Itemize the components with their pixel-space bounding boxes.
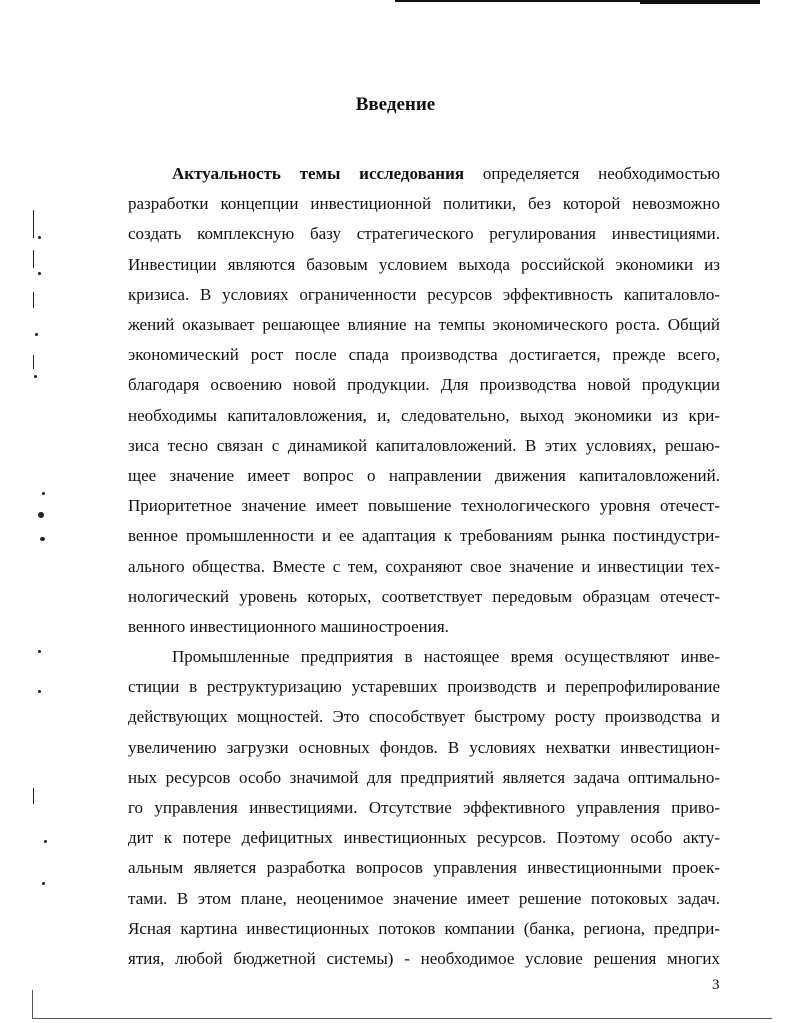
margin-artifact [38,690,41,693]
paragraph-line: ятия, любой бюджетной системы) - необходимое условие решения многих [128,949,720,969]
top-scan-rule-thick [640,0,760,4]
paragraph-line: создать комплексную базу стратегического регулирования инвестициями. [128,224,720,244]
paragraph-line: действующих мощностей. Это способствует быстрому росту производства и [128,707,720,727]
margin-artifact [33,355,34,369]
margin-artifact [38,512,44,518]
line-text: определяется необходимостью [464,164,721,183]
section-heading: Введение [355,94,436,115]
paragraph-line: разработки концепции инвестиционной политики, без которой невозможно [128,194,720,214]
paragraph-line: жений оказывает решающее влияние на темпы экономического роста. Общий [128,315,720,335]
paragraph-line: щее значение имеет вопрос о направлении движения капиталовложений. [128,466,720,486]
bottom-scan-rule [32,1018,772,1019]
paragraph-line: венное промышленности и ее адаптация к требованиям рынка постиндустри- [128,526,720,546]
paragraph-line: нологический уровень которых, соответствует передовым образцам отечест- [128,586,720,606]
paragraph-line: го управления инвестициями. Отсутствие эффективного управления приво- [128,798,720,818]
paragraph-line: увеличению загрузки основных фондов. В условиях нехватки инвестицион- [128,737,720,757]
paragraph-line: кризиса. В условиях ограниченности ресурсов эффективность капиталовло- [128,284,720,304]
margin-artifact [33,210,34,238]
paragraph-line: экономический рост после спада производства достигается, прежде всего, [128,345,720,365]
margin-artifact [32,990,33,1018]
margin-artifact [38,650,41,653]
paragraph-line: тами. В этом плане, неоценимое значение имеет решение потоковых задач. [128,888,720,908]
paragraph-line: стиции в реструктуризацию устаревших производств и перепрофилирование [128,677,720,697]
paragraph-line: Ясная картина инвестиционных потоков компании (банка, региона, предпри- [128,918,720,938]
paragraph-line: Инвестиции являются базовым условием выхода российской экономики из [128,254,720,274]
paragraph-line: ных ресурсов особо значимой для предприятий является задача оптимально- [128,767,720,787]
paragraph-relevance [128,159,720,642]
paragraph-line: альным является разработка вопросов управления инвестиционными проек- [128,858,720,878]
margin-artifact [42,882,45,885]
paragraph-line: зиса тесно связан с динамикой капиталовложений. В этих условиях, решаю- [128,435,720,455]
paragraph-line [128,159,720,189]
margin-artifact [33,250,34,268]
margin-artifact [38,272,41,275]
margin-artifact [44,840,47,843]
lead-bold-phrase: Актуальность темы исследования [172,164,465,183]
margin-artifact [42,492,45,495]
paragraph-line: благодаря освоению новой продукции. Для производства новой продукции [128,375,720,395]
margin-artifact [33,292,34,308]
paragraph-line: Приоритетное значение имеет повышение технологического уровня отечест- [128,496,720,516]
margin-artifact [40,537,45,541]
paragraph-line: ального общества. Вместе с тем, сохраняют свое значение и инвестиции тех- [128,556,720,576]
paragraph-line: дит к потере дефицитных инвестиционных ресурсов. Поэтому особо акту- [128,828,720,848]
margin-artifact [35,333,38,336]
paragraph-industrial [128,642,720,974]
paragraph-line: венного инвестиционного машиностроения. [128,617,449,637]
page-number: 3 [712,977,720,993]
margin-artifact [34,375,37,378]
paragraph-line: необходимы капиталовложения, и, следовательно, выход экономики из кри- [128,405,720,425]
paragraph-line: Промышленные предприятия в настоящее время осуществляют инве- [172,647,720,666]
margin-artifact [38,236,41,239]
margin-artifact [33,788,34,804]
